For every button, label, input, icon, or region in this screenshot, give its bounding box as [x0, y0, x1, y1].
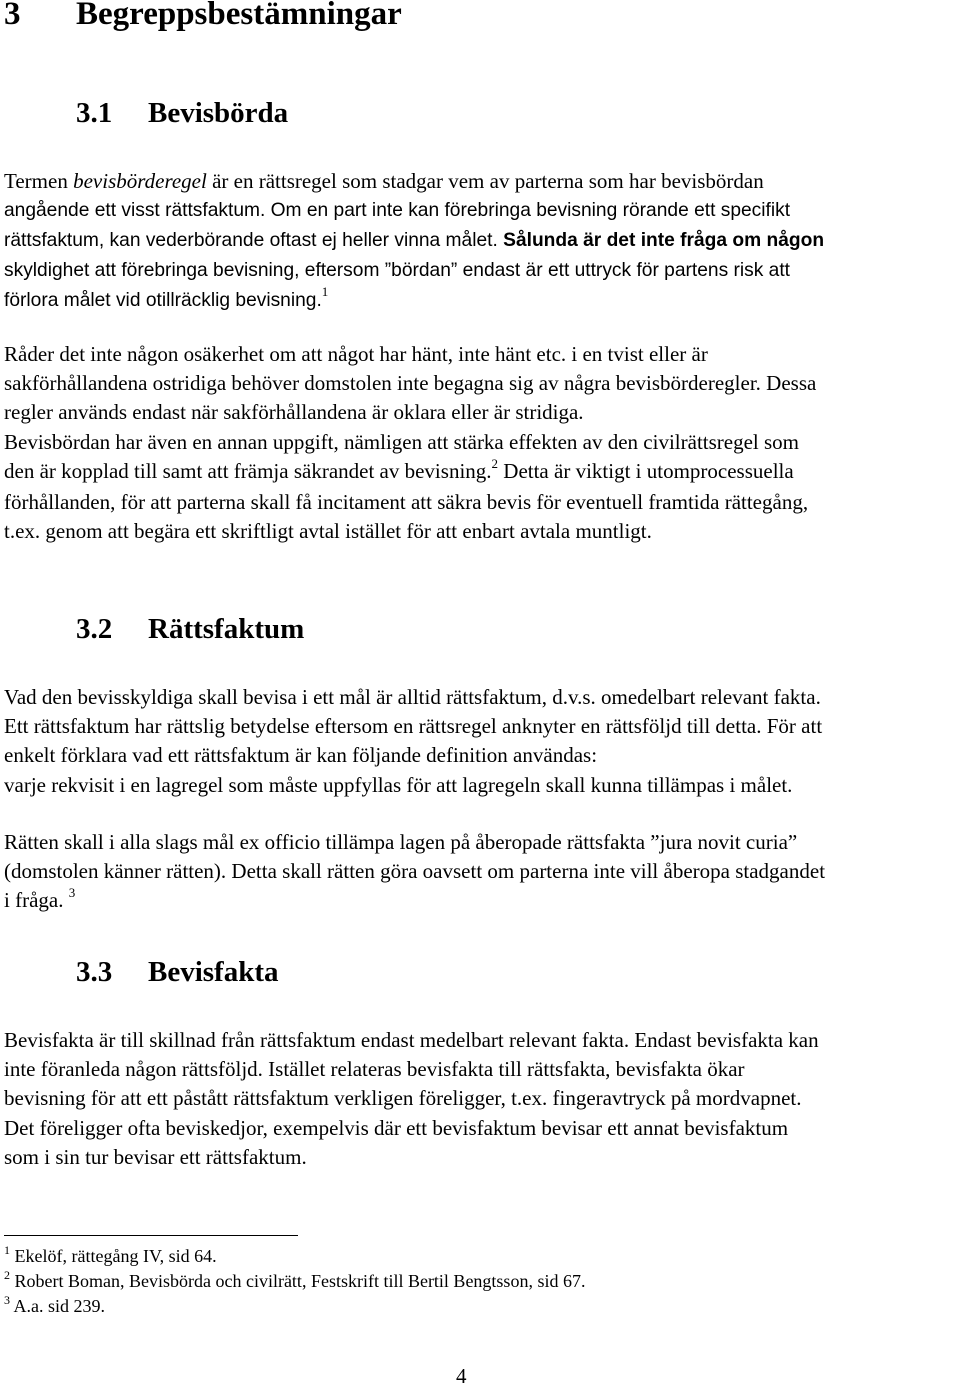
footnote	[4, 1295, 585, 1320]
section-title: Rättsfaktum	[148, 613, 305, 645]
footnote-separator	[4, 1235, 298, 1236]
chapter-title: Begreppsbestämningar	[76, 0, 402, 32]
section-number: 3.2	[76, 613, 113, 645]
text-line: förlora målet vid otillräcklig bevisning.$^1$	[4, 283, 329, 311]
text-line: Ett rättsfaktum har rättslig betydelse eftersom en rättsregel anknyter en rättsföljd till detta. För att	[4, 714, 823, 739]
text-line: som i sin tur bevisar ett rättsfaktum.	[4, 1144, 307, 1169]
text-line: bevisning för att ett påstått rättsfaktum verkligen föreligger, t.ex. fingeravtryck på mordvapnet.	[4, 1086, 802, 1111]
footnote	[4, 1270, 585, 1295]
footnote-mark: 1	[4, 1243, 10, 1257]
paragraph-rattsfaktum-2	[4, 828, 825, 918]
text-line: Råder det inte någon osäkerhet om att något har hänt, inte hänt etc. i en tvist eller är	[4, 342, 708, 366]
text-line: Rätten skall i alla slags mål ex officio tillämpa lagen på åberopade rättsfakta ”jura novit curia”	[4, 830, 798, 854]
text-line: varje rekvisit i en lagregel som måste uppfyllas för att lagregeln skall kunna tillämpas i målet.	[4, 772, 793, 797]
text-line: t.ex. genom att begära ett skriftligt avtal istället för att enbart avtala muntligt.	[4, 519, 652, 544]
footnote-text: A.a. sid 239.	[13, 1296, 106, 1316]
text-line: skyldighet att förebringa bevisning, eftersom ”bördan” endast är ett uttryck för partens risk att	[4, 259, 790, 281]
text-line: Bevisfakta är till skillnad från rättsfaktum endast medelbart relevant fakta. Endast bevisfakta kan	[4, 1028, 819, 1052]
footnote-text: Robert Boman, Bevisbörda och civilrätt, Festskrift till Bertil Bengtsson, sid 67.	[14, 1271, 586, 1291]
paragraph-bevisborda-1	[4, 167, 824, 316]
text-line: rättsfaktum, kan vederbörande oftast ej heller vinna målet. Sålunda är det inte fråga om någon	[4, 230, 825, 252]
section-heading-3-1	[76, 97, 288, 130]
footnote-ref: 1	[321, 283, 329, 299]
text-line: enkelt förklara vad ett rättsfaktum är kan följande definition användas:	[4, 743, 598, 768]
text-line: regler används endast när sakförhållandena är oklara eller är stridiga.	[4, 400, 584, 425]
footnote	[4, 1245, 585, 1270]
text-line: förhållanden, för att parterna skall få incitament att säkra bevis för eventuell framtida rättegång,	[4, 490, 809, 515]
chapter-number: 3	[4, 0, 21, 32]
text-line: inte föranleda någon rättsföljd. Istället relateras bevisfakta till rättsfakta, bevisfakta ökar	[4, 1057, 745, 1082]
text-line: Det föreligger ofta beviskedjor, exempelvis där ett bevisfaktum bevisar ett annat bevisfaktum	[4, 1115, 789, 1140]
footnote-text: Ekelöf, rättegång IV, sid 64.	[14, 1246, 217, 1266]
section-heading-3-2	[76, 613, 304, 646]
chapter-heading	[4, 0, 402, 33]
text-line: angående ett visst rättsfaktum. Om en part inte kan förebringa bevisning rörande ett specifikt	[4, 200, 791, 222]
footnote-mark: 3	[4, 1293, 10, 1307]
text-line: sakförhållandena ostridiga behöver domstolen inte begagna sig av några bevisbörderegler. Dessa	[4, 371, 817, 396]
section-title: Bevisbörda	[148, 97, 289, 129]
emphasized-term: bevisbörderegel	[73, 169, 207, 193]
text-line: (domstolen känner rätten). Detta skall rätten göra oavsett om parterna inte vill åberopa stadgandet	[4, 859, 826, 884]
paragraph-bevisborda-2	[4, 340, 816, 546]
paragraph-bevisfakta	[4, 1026, 819, 1172]
footnote-ref: 3	[68, 885, 76, 901]
section-number: 3.3	[76, 956, 113, 988]
section-number: 3.1	[76, 97, 113, 129]
paragraph-rattsfaktum-1	[4, 683, 822, 800]
text-line: Vad den bevisskyldiga skall bevisa i ett mål är alltid rättsfaktum, d.v.s. omedelbart relevant fakta.	[4, 685, 821, 709]
section-title: Bevisfakta	[148, 956, 279, 988]
page-number: 4	[456, 1364, 467, 1388]
footnote-ref: 2	[491, 455, 499, 471]
footnote-mark: 2	[4, 1268, 10, 1282]
text-line: den är kopplad till samt att främja säkrandet av bevisning.$^2$ Detta är viktigt i utomprocessuella	[4, 455, 794, 483]
text-line: Termen bevisbörderegel är en rättsregel som stadgar vem av parterna som har bevisbördan	[4, 169, 764, 193]
footnotes	[4, 1245, 585, 1320]
text-line: i fråga. $^3$	[4, 885, 76, 913]
section-heading-3-3	[76, 956, 279, 989]
text-line: Bevisbördan har även en annan uppgift, nämligen att stärka effekten av den civilrättsregel som	[4, 429, 800, 454]
